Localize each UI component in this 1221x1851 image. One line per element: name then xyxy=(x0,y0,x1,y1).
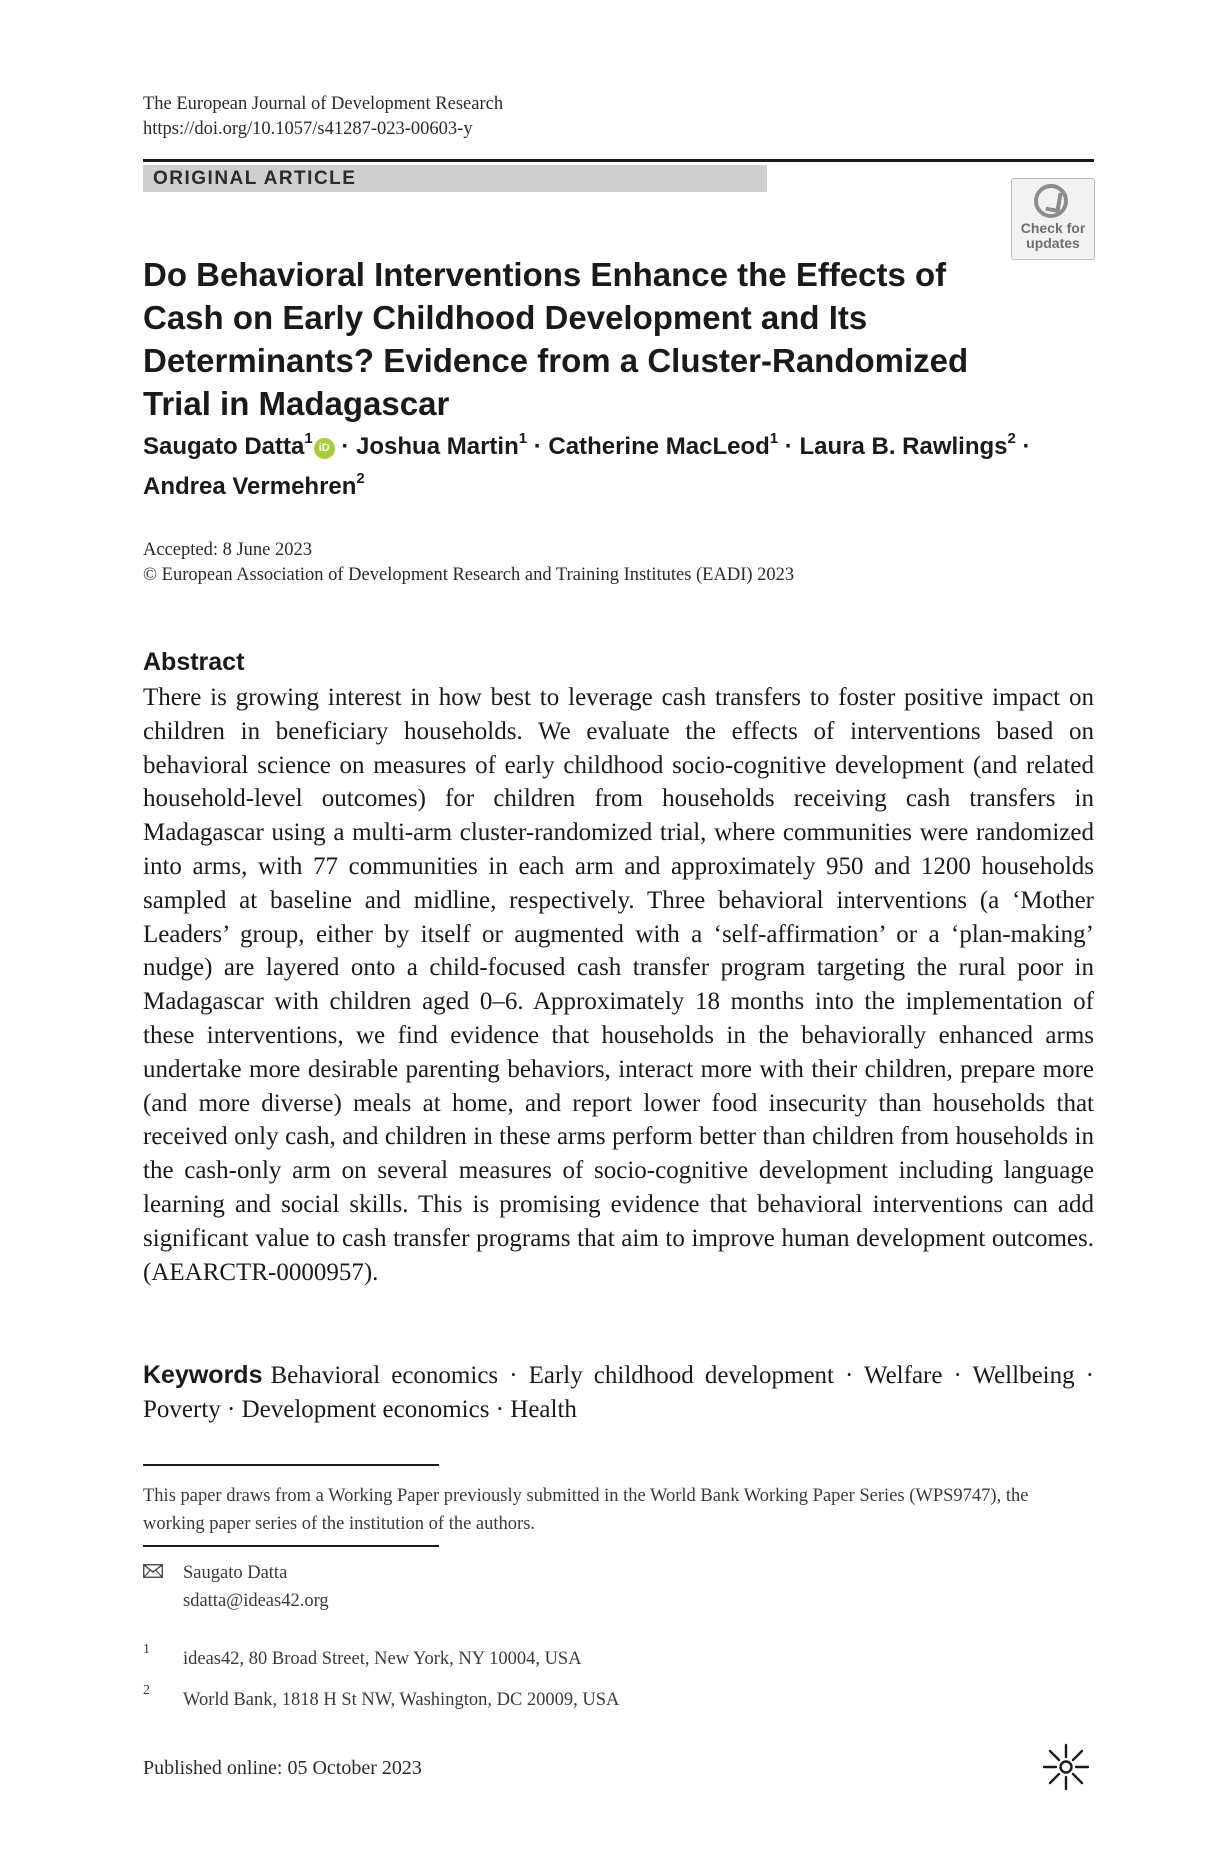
footnote-rule xyxy=(143,1464,439,1466)
author-affiliation-mark: 1 xyxy=(304,430,313,447)
copyright-notice: © European Association of Development Research and Training Institutes (EADI) 2023 xyxy=(143,565,795,585)
paper-title: Do Behavioral Interventions Enhance the Effects of Cash on Early Childhood Development and Its Determinants? Evidence from a Cluster-Randomized Trial in Madagascar xyxy=(143,256,969,422)
accepted-date: Accepted: 8 June 2023 xyxy=(143,540,313,560)
article-type-label: ORIGINAL ARTICLE xyxy=(153,168,357,189)
author-name[interactable]: Andrea Vermehren xyxy=(143,473,357,500)
springer-logo-icon xyxy=(1040,1741,1092,1793)
author-name[interactable]: Joshua Martin xyxy=(356,433,519,460)
abstract-body: There is growing interest in how best to leverage cash transfers to foster positive impact on children in beneficiary households. We evaluate the effects of interventions based on behavioral science on measures of early childhood socio-cognitive development (and related household-level outcomes) for children from households receiving cash transfers in Madagascar using a multi-arm cluster-randomized trial, where communities were randomized into arms, with 77 communities in each arm and approximately 950 and 1200 households sampled at baseline and midline, respectively. Three behavioral interventions (a ‘Mother Leaders’ group, either by itself or augmented with a ‘self-affirmation’ or a ‘plan-making’ nudge) are layered onto a child-focused cash transfer program targeting the rural poor in Madagascar with children aged 0–6. Approximately 18 months into the implementation of these interventions, we find evidence that households in the behaviorally enhanced arms undertake more desirable parenting behaviors, interact more with their children, prepare more (and more diverse) meals at home, and report lower food insecurity than households that received only cash, and children in these arms perform better than children from households in the cash-only arm on several measures of socio-cognitive development including language learning and social skills. This is promising evidence that behavioral interventions can add significant value to cash transfer programs that aim to improve human development outcomes. (AEARCTR-0000957). xyxy=(143,684,1094,1286)
author-list: Saugato Datta$^1$iD · Joshua Martin$^1$ · Catherine MacLeod$^1$ · Laura B. Rawlings$^2$ · Andrea Vermehren$^2$ xyxy=(143,430,1031,500)
check-for-updates-icon xyxy=(1034,184,1068,218)
affiliation-number: 2 xyxy=(143,1683,150,1698)
abstract-heading: Abstract xyxy=(143,648,245,676)
header-rule xyxy=(143,159,1094,162)
envelope-icon xyxy=(143,1564,163,1578)
author-name[interactable]: Catherine MacLeod xyxy=(548,433,770,460)
author-affiliation-mark: 1 xyxy=(518,430,528,447)
author-name[interactable]: Laura B. Rawlings xyxy=(799,433,1008,460)
author-name[interactable]: Saugato Datta xyxy=(143,433,305,460)
footnote-text: This paper draws from a Working Paper previously submitted in the World Bank Working Paper Series (WPS9747), the working paper series of the institution of the authors. xyxy=(143,1486,1029,1534)
doi-link[interactable]: https://doi.org/10.1057/s41287-023-00603-y xyxy=(143,119,473,139)
author-affiliation-mark: 2 xyxy=(356,470,365,487)
check-for-updates-label: Check for updates xyxy=(1020,220,1086,251)
keywords-section xyxy=(143,1358,1094,1427)
correspondence-rule xyxy=(143,1545,439,1547)
author-affiliation-mark: 2 xyxy=(1007,430,1016,447)
affiliation-text: World Bank, 1818 H St NW, Washington, DC 20009, USA xyxy=(183,1690,620,1710)
corresponding-author-email[interactable]: sdatta@ideas42.org xyxy=(183,1591,329,1611)
corresponding-author-name: Saugato Datta xyxy=(183,1563,288,1583)
keywords-list: Behavioral economics · Early childhood development · Welfare · Wellbeing · Poverty · Development economics · Health xyxy=(143,1362,1094,1423)
published-date: Published online: 05 October 2023 xyxy=(143,1757,422,1779)
journal-name: The European Journal of Development Research xyxy=(143,94,504,114)
author-affiliation-mark: 1 xyxy=(769,430,779,447)
orcid-icon[interactable]: iD xyxy=(314,438,335,459)
article-type-banner xyxy=(143,165,767,192)
affiliation-number: 1 xyxy=(143,1642,150,1657)
check-for-updates-badge[interactable] xyxy=(1011,178,1095,260)
affiliation-text: ideas42, 80 Broad Street, New York, NY 10004, USA xyxy=(183,1649,582,1669)
keywords-label: Keywords xyxy=(143,1361,263,1389)
